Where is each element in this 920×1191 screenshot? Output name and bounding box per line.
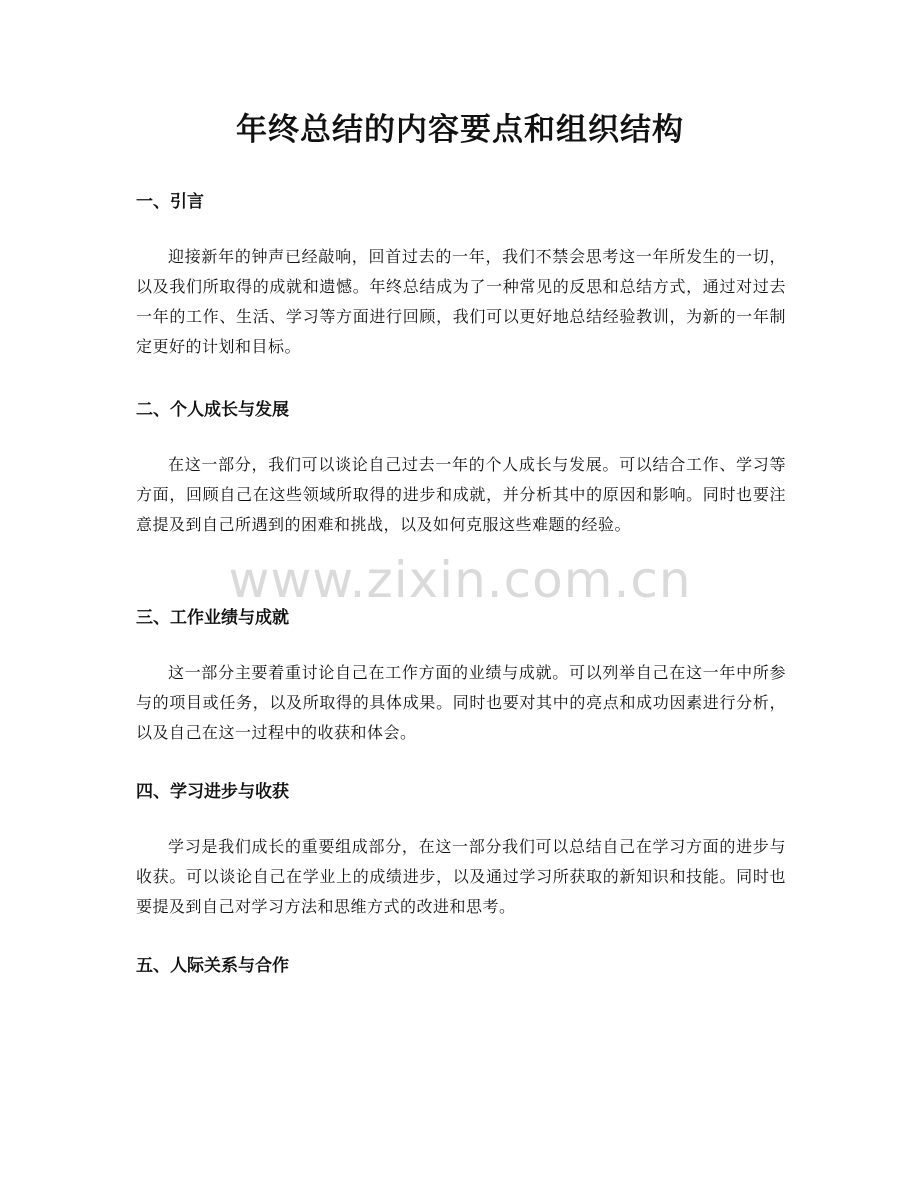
document-title: 年终总结的内容要点和组织结构 — [236, 112, 684, 148]
section-work-achievements — [136, 606, 786, 748]
section-paragraph: 在这一部分，我们可以谈论自己过去一年的个人成长与发展。可以结合工作、学习等方面，回顾自己在这些领域所取得的进步和成就，并分析其中的原因和影响。同时也要注意提及到自己所遇到的困难和挑战，以及如何克服这些难题的经验。 — [136, 455, 786, 534]
section-introduction — [136, 190, 786, 362]
section-relationships — [136, 954, 786, 978]
section-heading: 五、人际关系与合作 — [136, 956, 289, 976]
section-heading: 四、学习进步与收获 — [136, 782, 289, 802]
section-personal-growth — [136, 398, 786, 540]
section-learning-progress — [136, 780, 786, 922]
section-paragraph: 迎接新年的钟声已经敲响，回首过去的一年，我们不禁会思考这一年所发生的一切，以及我们所取得的成就和遗憾。年终总结成为了一种常见的反思和总结方式，通过对过去一年的工作、生活、学习等方面进行回顾，我们可以更好地总结经验教训，为新的一年制定更好的计划和目标。 — [136, 247, 786, 356]
section-heading: 二、个人成长与发展 — [136, 400, 289, 420]
section-paragraph: 学习是我们成长的重要组成部分，在这一部分我们可以总结自己在学习方面的进步与收获。可以谈论自己在学业上的成绩进步，以及通过学习所获取的新知识和技能。同时也要提及到自己对学习方法和思维方式的改进和思考。 — [136, 837, 786, 916]
section-heading: 三、工作业绩与成就 — [136, 608, 289, 628]
section-heading: 一、引言 — [136, 192, 204, 212]
section-paragraph: 这一部分主要着重讨论自己在工作方面的业绩与成就。可以列举自己在这一年中所参与的项目或任务，以及所取得的具体成果。同时也要对其中的亮点和成功因素进行分析，以及自己在这一过程中的收获和体会。 — [136, 663, 786, 742]
watermark: www.zixin.com.cn — [228, 551, 692, 609]
